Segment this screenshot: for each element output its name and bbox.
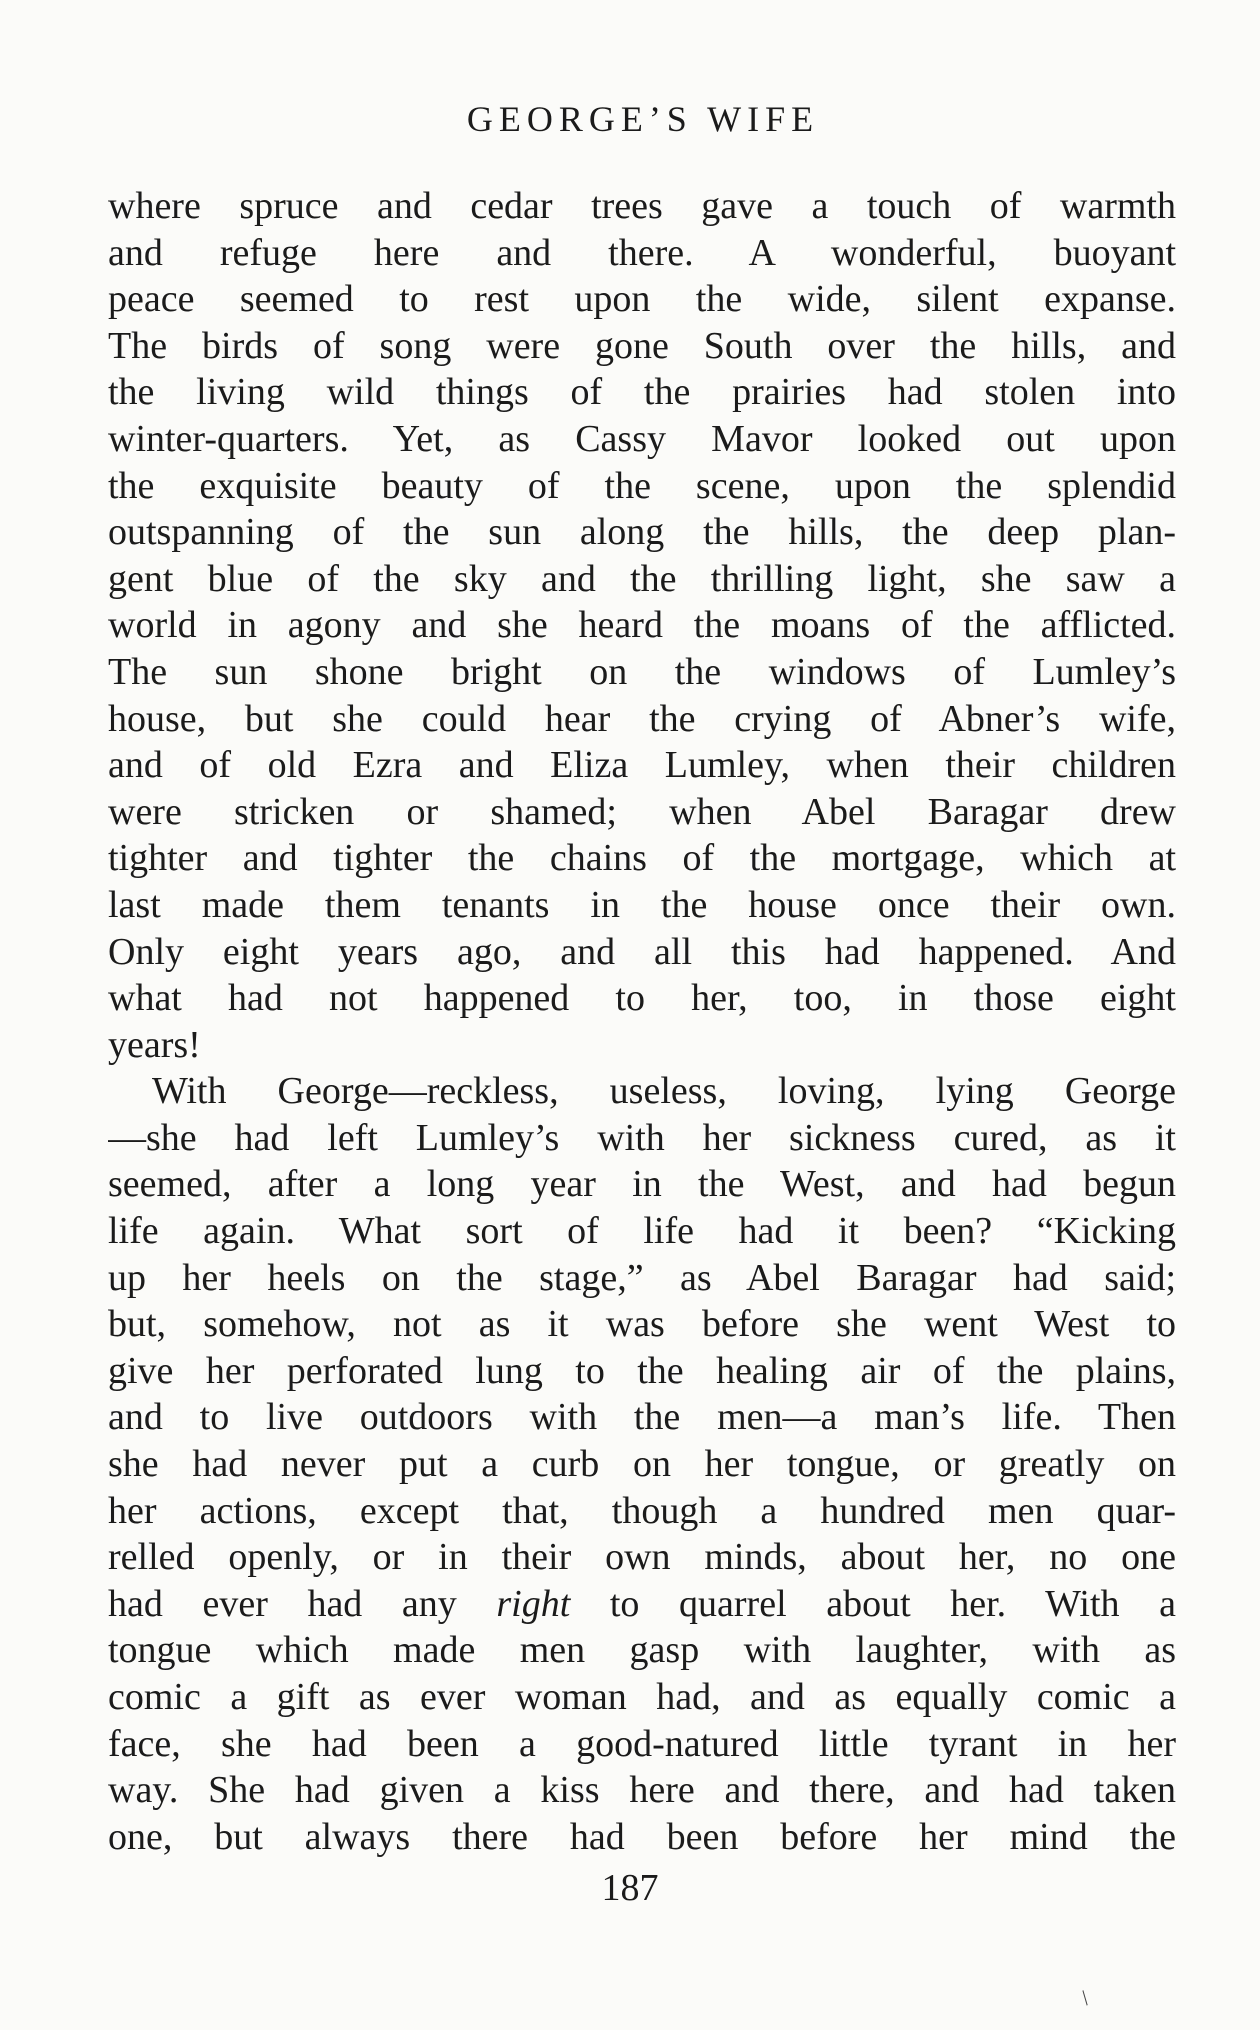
text-line: up her heels on the stage,” as Abel Baragar had said;	[108, 1256, 1176, 1299]
running-head: GEORGE’S WIFE	[466, 99, 820, 139]
text-line: Only eight years ago, and all this had happened. And	[108, 930, 1176, 973]
margin-tick-mark: /	[1075, 1985, 1095, 2010]
text-line: where spruce and cedar trees gave a touch of warmth	[108, 185, 1176, 227]
text-line: years!	[108, 1023, 201, 1066]
text-line: With George—reckless, useless, loving, lying George	[152, 1070, 1176, 1113]
text-run: to quarrel about her. With a	[570, 1582, 1176, 1625]
text-line: way. She had given a kiss here and there, and had taken	[108, 1769, 1176, 1812]
text-line: were stricken or shamed; when Abel Baragar drew	[108, 790, 1176, 833]
text-line: one, but always there had been before her mind the	[108, 1815, 1176, 1858]
text-line: the living wild things of the prairies had stolen into	[108, 371, 1176, 414]
emphasis-text: right	[496, 1582, 571, 1625]
text-line: gent blue of the sky and the thrilling light, she saw a	[108, 557, 1176, 600]
text-line: The birds of song were gone South over the hills, and	[108, 324, 1176, 367]
text-line: peace seemed to rest upon the wide, silent expanse.	[108, 278, 1176, 321]
text-line: tighter and tighter the chains of the mortgage, which at	[108, 837, 1176, 880]
text-line: seemed, after a long year in the West, and had begun	[108, 1163, 1176, 1206]
text-line: and of old Ezra and Eliza Lumley, when their children	[108, 744, 1176, 787]
text-line: house, but she could hear the crying of Abner’s wife,	[108, 697, 1176, 740]
text-line: The sun shone bright on the windows of Lumley’s	[108, 650, 1176, 693]
text-line: comic a gift as ever woman had, and as equally comic a	[108, 1676, 1176, 1718]
text-line: last made them tenants in the house once their own.	[108, 883, 1176, 926]
text-line: —she had left Lumley’s with her sickness cured, as it	[108, 1116, 1176, 1159]
text-line	[108, 1581, 1176, 1628]
text-line: the exquisite beauty of the scene, upon the splendid	[108, 464, 1176, 507]
text-run: had ever had any	[108, 1582, 497, 1625]
text-line: give her perforated lung to the healing air of the plains,	[108, 1349, 1176, 1392]
text-line: winter-quarters. Yet, as Cassy Mavor looked out upon	[108, 417, 1176, 460]
text-line: and to live outdoors with the men—a man’s life. Then	[108, 1396, 1176, 1439]
text-line: but, somehow, not as it was before she went West to	[108, 1303, 1176, 1346]
body-text	[108, 183, 1176, 1860]
text-line: world in agony and she heard the moans of the afflicted.	[108, 604, 1176, 647]
text-line: face, she had been a good-natured little tyrant in her	[108, 1722, 1176, 1765]
text-line: and refuge here and there. A wonderful, buoyant	[108, 231, 1176, 274]
text-line: relled openly, or in their own minds, about her, no one	[108, 1536, 1176, 1579]
text-line: her actions, except that, though a hundred men quar-	[108, 1489, 1176, 1532]
text-line: what had not happened to her, too, in those eight	[108, 977, 1176, 1020]
text-line: tongue which made men gasp with laughter, with as	[108, 1629, 1176, 1672]
text-line: life again. What sort of life had it been? “Kicking	[108, 1210, 1176, 1253]
page-number: 187	[601, 1867, 659, 1909]
text-line: outspanning of the sun along the hills, the deep plan-	[108, 511, 1176, 554]
text-line: she had never put a curb on her tongue, or greatly on	[108, 1443, 1176, 1486]
